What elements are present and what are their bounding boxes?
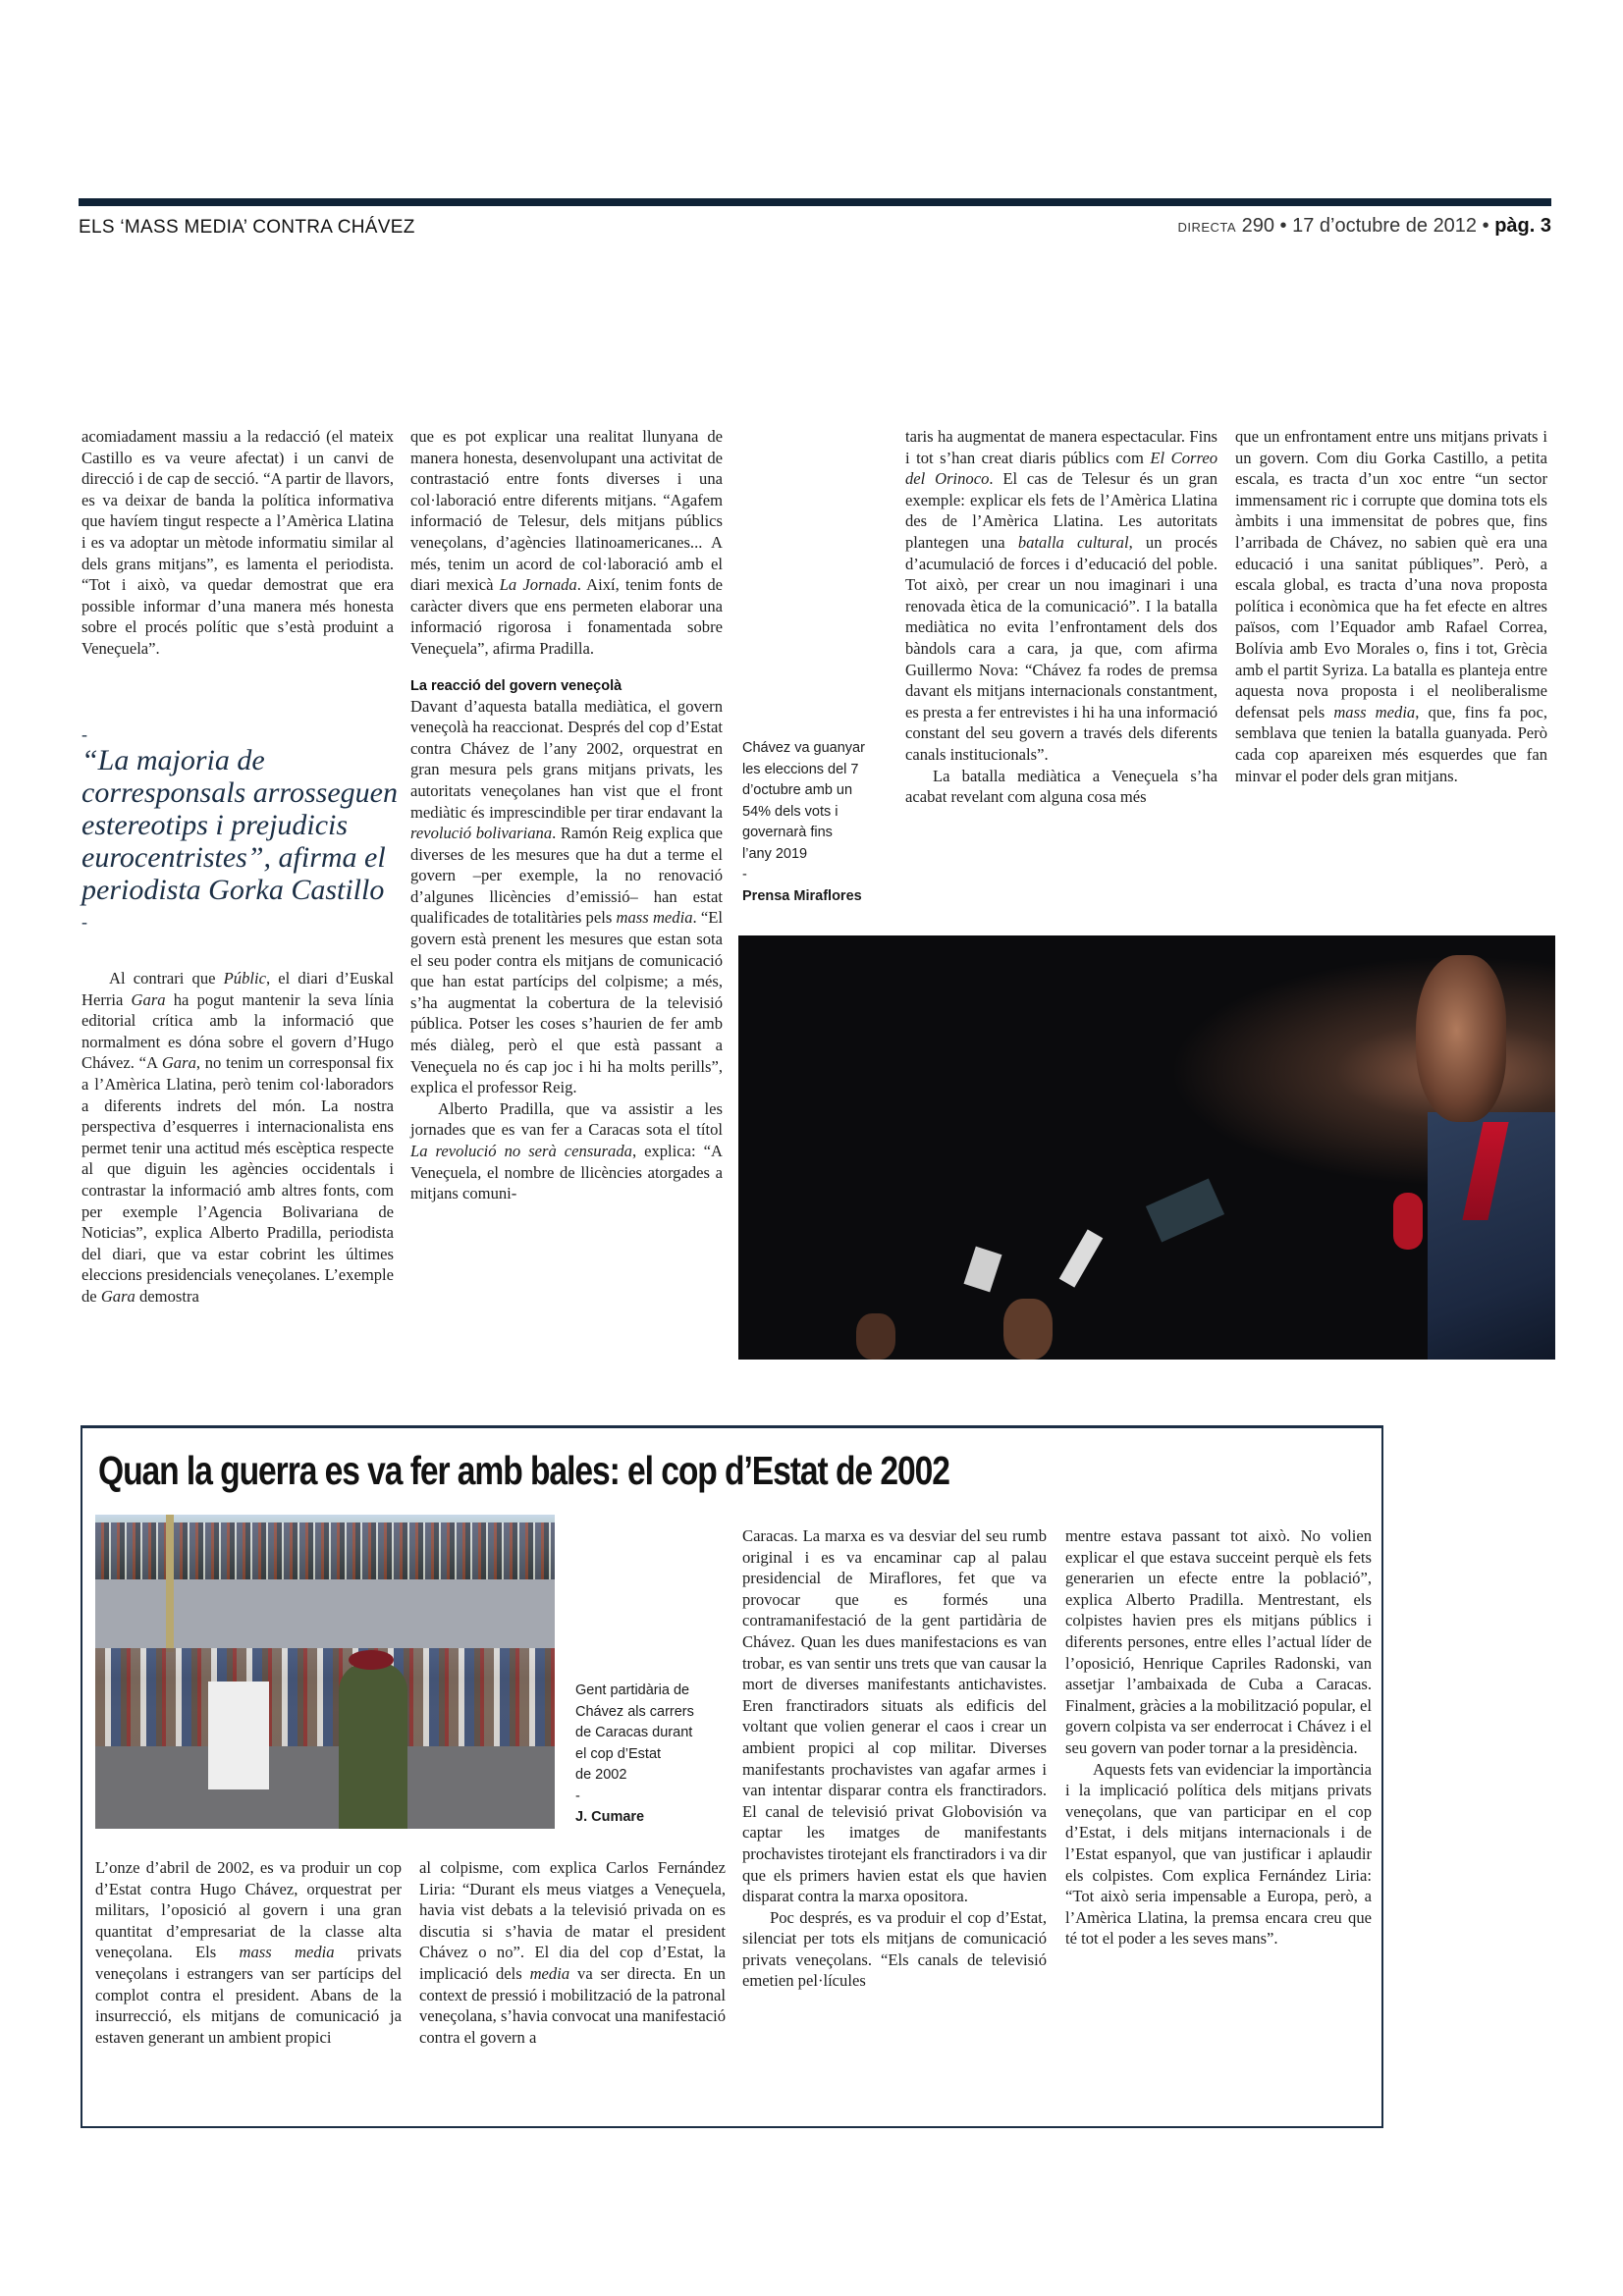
paragraph: que es pot explicar una realitat llunyana de manera honesta, desenvolupant una activitat de contrastació entre fonts diverses i una col·laboració entre diferents mitjans. “Agafem informació de Telesur, dels mitjans públics veneçolans, d’agències llatinoamericanes... A més, tenim un acord de col·laboració amb el diari mexicà La Jornada. Així, tenim fonts de caràcter divers que ens permeten elaborar una informació rigorosa i fonamentada sobre Veneçuela”, afirma Pradilla. bbox=[410, 427, 724, 658]
pullquote-text: “La majoria de corresponsals arrosseguen estereotips i prejudicis eurocentristes”, afirma el periodista Gorka Castillo bbox=[81, 744, 398, 906]
page-folio: DIRECTA 290 • 17 d’octubre de 2012 • pàg. 3 bbox=[1177, 215, 1551, 237]
caracas-crowd-photo bbox=[95, 1515, 555, 1829]
pullquote-dash: - bbox=[81, 912, 87, 932]
sidebar-title: Quan la guerra es va fer amb bales: el cop d’Estat de 2002 bbox=[98, 1448, 949, 1493]
paragraph: Al contrari que Públic, el diari d’Euskal Herria Gara ha pogut mantenir la seva línia editorial crítica amb la informació que normalment es dóna sobre el govern d’Hugo Chávez. “A Gara, no tenim un corresponsal fix a l’Amèrica Llatina, però tenim col·laboradors a diferents indrets del món. La nostra perspectiva d’esquerres i internacionalista ens permet tenir una actitud més escèptica respecte al que diguin les agències occidentals i contrastar la informació amb altres fonts, com per exemple l’Agencia Bolivariana de Noticias”, explica Alberto Pradilla, periodista del diari, que va estar cobrint les últimes eleccions presidencials veneçolanes. L’exemple de Gara demostra bbox=[81, 969, 394, 1306]
pull-quote bbox=[81, 724, 398, 932]
issue-number: 290 bbox=[1241, 215, 1274, 237]
article-column-1-bottom bbox=[81, 968, 394, 1308]
paragraph: Alberto Pradilla, que va assistir a les jornades que es van fer a Caracas sota el títol La revolució no serà censurada, explica: “A Veneçuela, el nombre de llicències atorgades a mitjans comuni- bbox=[410, 1098, 723, 1203]
subheading: La reacció del govern veneçolà bbox=[410, 677, 622, 694]
article-column-2 bbox=[410, 426, 723, 1204]
article-column-4 bbox=[1235, 426, 1547, 786]
paragraph: acomiadament massiu a la redacció (el mateix Castillo es va veure afectat) i un canvi de direcció i de cap de secció. “A partir de llavors, es va deixar de banda la política informativa que havíem tingut respecte a l’Amèrica Llatina i es va adoptar un mètode informatiu similar al dels grans mitjans”, es lamenta el periodista. “Tot i això, va quedar demostrat que era possible informar d’una manera més honesta sobre el procés polític que s’està produint a Veneçuela”. bbox=[81, 427, 394, 658]
sidebar-column-4 bbox=[1065, 1525, 1372, 1949]
paragraph: mentre estava passant tot això. No volien explicar el que estava succeint perquè els fets generarien un efecte entre la població”, explica Alberto Pradilla. Mentrestant, els colpistes havien pres els mitjans públics i diferents persones, entre elles l’actual líder de l’oposició, Henrique Capriles Radonski, van assetjar l’ambaixada de Cuba a Caracas. Finalment, gràcies a la mobilització popular, el govern colpista va ser enderrocat i Chávez i el seu govern van poder tornar a la presidència. bbox=[1065, 1526, 1372, 1757]
paragraph: al colpisme, com explica Carlos Fernández Liria: “Durant els meus viatges a Veneçuela, havia vist debats a la televisió privada on es discutia si s’havia de matar el president Chávez o no”. El dia del cop d’Estat, la implicació dels media va ser directa. En un context de pressió i mobilització de la patronal veneçolana, s’havia convocat una manifestació contra el govern a bbox=[419, 1858, 726, 2047]
photo-caption: Chávez va guanyar les eleccions del 7 d’octubre amb un 54% dels vots i governarà fins l’any 2019 - Prensa Miraflores bbox=[742, 738, 890, 907]
sidebar-column-1 bbox=[95, 1857, 402, 2048]
paragraph: L’onze d’abril de 2002, es va produir un cop d’Estat contra Hugo Chávez, orquestrat per militars, l’oposició al govern i una gran quantitat d’empresariat de la classe alta veneçolana. Els mass media privats veneçolans i estrangers van ser partícips del complot contra el president. Abans de la insurrecció, els mitjans de comunicació ja estaven generant un ambient propici bbox=[95, 1858, 402, 2047]
paragraph: que un enfrontament entre uns mitjans privats i un govern. Com diu Gorka Castillo, a petita escala, es tracta d’un xoc entre “un sector immensament ric i corrupte que domina tots els àmbits i una immensitat de pobres que, fins l’arribada de Chávez, no sabien què era una educació i una sanitat públiques”. Però, a escala global, es tracta d’una nova proposta política i econòmica que ha fet efecte en altres països, com l’Equador amb Rafael Correa, Bolívia amb Evo Morales o, fins i tot, Grècia amb el partit Syriza. La batalla es planteja entre aquesta nova proposta i el neoliberalisme defensat pels mass media, que, fins fa poc, semblava que tenien la batalla guanyada. Però cada cop apareixen més esquerdes que fan minvar el poder dels gran mitjans. bbox=[1235, 427, 1547, 785]
paragraph: Aquests fets van evidenciar la importància i la implicació política dels mitjans privats veneçolans, que van participar en el cop d’Estat, i dels mitjans internacionals i de l’Estat espanyol, que van justificar i aplaudir els colpistes. Com explica Fernández Liria: “Tot això seria impensable a Europa, però, a l’Amèrica Llatina, la premsa encara creu que té tot el poder a les seves mans”. bbox=[1065, 1759, 1372, 1949]
issue-date: 17 d’octubre de 2012 bbox=[1292, 215, 1478, 237]
header-rule bbox=[79, 198, 1551, 206]
paragraph: La batalla mediàtica a Veneçuela s’ha acabat revelant com alguna cosa més bbox=[905, 766, 1217, 807]
paragraph: Poc després, es va produir el cop d’Estat, silenciat per tots els mitjans de comunicació privats veneçolans. “Els canals de televisió emetien pel·lícules bbox=[742, 1907, 1047, 1991]
paragraph: Caracas. La marxa es va desviar del seu rumb original i es va encaminar cap al palau presidencial de Miraflores, fet que va provocar que es formés una contramanifestació de la gent partidària de Chávez. Quan les dues manifestacions es van trobar, es van sentir uns trets que van causar la mort de diverses manifestants antichavistes. Eren franctiradors situats als edificis del voltant que volien generar el caos i crear un ambient propici al cop militar. Diverses manifestants prochavistes van agafar armes i van intentar disparar contra els franctiradors. El canal de televisió privat Globovisión va captar les imatges de manifestants prochavistes tirotejant els franctiradors i va dir que els primers havien estat els que havien disparat contra la marxa opositora. bbox=[742, 1526, 1047, 1906]
paragraph: taris ha augmentat de manera espectacular. Fins i tot s’han creat diaris públics com El Correo del Orinoco. El cas de Telesur és un gran exemple: explicar els fets de l’Amèrica Llatina des de l’Amèrica Llatina. Les autoritats plantegen una batalla cultural, un procés d’acumulació de forces i d’educació del poble. Tot això, per crear un nou imaginari i una renovada ètica de la comunicació”. I la batalla mediàtica no evita l’enfrontament dels dos bàndols cara a cara, ja que, com afirma Guillermo Nova: “Chávez fa rodes de premsa davant els mitjans internacionals constantment, es presta a fer entrevistes i hi ha una informació constant del seu govern a través dels diferents canals institucionals”. bbox=[905, 427, 1217, 764]
photo-credit: Prensa Miraflores bbox=[742, 887, 862, 904]
sidebar-column-3 bbox=[742, 1525, 1047, 1992]
page-number: pàg. 3 bbox=[1494, 215, 1551, 237]
caption-text: Chávez va guanyar les eleccions del 7 d’octubre amb un 54% dels vots i governarà fins l’any 2019 bbox=[742, 740, 865, 862]
section-title: ELS ‘MASS MEDIA’ CONTRA CHÁVEZ bbox=[79, 217, 415, 238]
sidebar-photo-caption: Gent partidària de Chávez als carrers de Caracas durant el cop d’Estat de 2002 - J. Cumare bbox=[575, 1681, 723, 1829]
photo-credit: J. Cumare bbox=[575, 1809, 645, 1825]
article-column-3 bbox=[905, 426, 1217, 808]
article-column-1-top bbox=[81, 426, 394, 660]
paragraph: Davant d’aquesta batalla mediàtica, el govern veneçolà ha reaccionat. Després del cop d’Estat contra Chávez de l’any 2002, orquestrat en gran mesura pels grans mitjans privats, les autoritats veneçolanes han vist que el front mediàtic és imprescindible per tirar endavant la revolució bolivariana. Ramón Reig explica que diverses de les mesures que ha dut a terme el govern –per exemple, la no renovació d’algunes llicències d’emissió– han estat qualificades de totalitàries pels mass media. “El govern està prenent les mesures que estan sota el seu poder contra els mitjans de comunicació que han estat partícips del colpisme; a més, s’ha augmentat la cobertura de la televisió pública. Potser les coses s’haurien de fer amb més diàleg, però el que està passant a Veneçuela no és cap joc i hi ha molts perills”, explica el professor Reig. bbox=[410, 696, 724, 1097]
sidebar-column-2 bbox=[419, 1857, 726, 2048]
publication-name: DIRECTA bbox=[1177, 220, 1237, 235]
chavez-press-photo bbox=[738, 935, 1555, 1360]
pullquote-dash: - bbox=[81, 724, 87, 744]
caption-text: Gent partidària de Chávez als carrers de Caracas durant el cop d’Estat de 2002 bbox=[575, 1682, 694, 1783]
